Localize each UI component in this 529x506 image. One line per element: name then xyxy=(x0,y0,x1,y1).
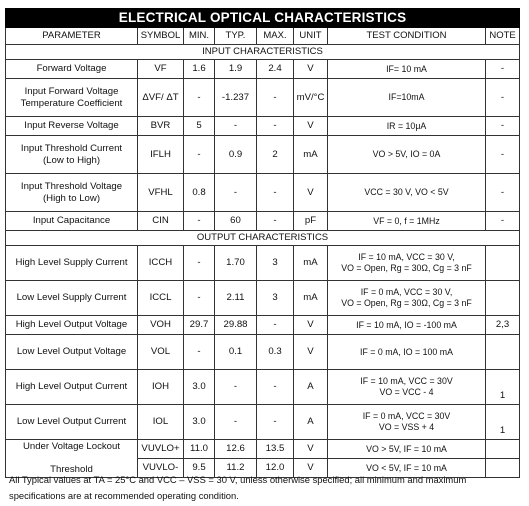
min-cell: - xyxy=(184,212,215,231)
unit-cell: mA xyxy=(294,136,328,174)
col-header-typ: TYP. xyxy=(215,28,257,45)
typ-cell: - xyxy=(215,370,257,405)
condition-cell xyxy=(328,316,486,335)
param-cell xyxy=(6,281,138,316)
condition-cell xyxy=(328,60,486,79)
min-cell: 5 xyxy=(184,117,215,136)
min-cell: - xyxy=(184,136,215,174)
condition-cell-line: IF = 0 mA, VCC = 30V xyxy=(362,411,451,422)
column-header-row xyxy=(6,28,520,45)
condition-cell-line: IF = 0 mA, VCC = 30 V, xyxy=(360,287,453,298)
param-cell xyxy=(6,335,138,370)
note-cell: - xyxy=(486,136,520,174)
condition-cell: VO < 5V, IF = 10 mA xyxy=(328,459,486,478)
col-header-symbol: SYMBOL xyxy=(138,28,184,45)
typ-cell: -1.237 xyxy=(215,79,257,117)
min-cell: 11.0 xyxy=(184,440,215,459)
unit-cell: pF xyxy=(294,212,328,231)
max-cell: - xyxy=(257,370,294,405)
max-cell: 13.5 xyxy=(257,440,294,459)
symbol-cell: ICCH xyxy=(138,246,184,281)
typ-cell: - xyxy=(215,174,257,212)
note-cell xyxy=(486,281,520,316)
symbol-cell: ICCL xyxy=(138,281,184,316)
param-text-uvlo-line1: Under Voltage Lockout xyxy=(22,440,121,452)
note-cell: - xyxy=(486,79,520,117)
symbol-cell: IOH xyxy=(138,370,184,405)
param-cell-line: Forward Voltage xyxy=(36,63,107,74)
max-cell: - xyxy=(257,212,294,231)
max-cell: 0.3 xyxy=(257,335,294,370)
condition-cell: VO > 5V, IF = 10 mA xyxy=(328,440,486,459)
max-cell: - xyxy=(257,117,294,136)
typ-cell: - xyxy=(215,117,257,136)
table-row xyxy=(6,79,520,117)
max-cell: 12.0 xyxy=(257,459,294,478)
table-title-row xyxy=(6,9,520,28)
min-cell: - xyxy=(184,281,215,316)
note-cell xyxy=(486,335,520,370)
condition-cell-line: VCC = 30 V, VO < 5V xyxy=(364,187,449,197)
typ-cell: 12.6 xyxy=(215,440,257,459)
footer-note: All Typical values at TA = 25°C and VCC – VSS = 30 V, unless otherwise specified; all minimum and maximum specifications are at recommended operating condition. xyxy=(9,474,467,501)
condition-cell-line: VO = Open, Rg = 30Ω, Cg = 3 nF xyxy=(341,298,472,308)
section-row-output xyxy=(6,231,520,246)
condition-cell xyxy=(328,370,486,405)
min-cell: - xyxy=(184,246,215,281)
symbol-cell: VUVLO- xyxy=(138,459,184,478)
condition-cell xyxy=(328,174,486,212)
condition-cell xyxy=(328,405,486,440)
max-cell: 2.4 xyxy=(257,60,294,79)
note-cell: - xyxy=(486,60,520,79)
param-cell xyxy=(6,316,138,335)
note-cell xyxy=(486,440,520,459)
table-row xyxy=(6,405,520,440)
condition-cell-line: VF = 0, f = 1MHz xyxy=(373,215,440,226)
unit-cell: A xyxy=(294,370,328,405)
min-cell: 9.5 xyxy=(184,459,215,478)
note-cell xyxy=(486,246,520,281)
typ-cell: 0.1 xyxy=(215,335,257,370)
characteristics-table-container xyxy=(5,8,519,478)
typ-cell: 1.9 xyxy=(215,60,257,79)
condition-cell-line: IF = 10 mA, VCC = 30V xyxy=(360,376,453,387)
param-cell xyxy=(6,246,138,281)
table-row xyxy=(6,246,520,281)
param-cell xyxy=(6,117,138,136)
param-cell-line: Low Level Output Current xyxy=(16,416,127,427)
symbol-cell: VFHL xyxy=(138,174,184,212)
condition-cell-line: IR = 10μA xyxy=(386,120,427,131)
symbol-cell: IFLH xyxy=(138,136,184,174)
max-cell: 3 xyxy=(257,281,294,316)
symbol-cell: VUVLO+ xyxy=(138,440,184,459)
param-cell-line: Input Reverse Voltage xyxy=(24,120,119,131)
param-cell-line: (High to Low) xyxy=(42,192,101,204)
condition-cell-line: IF = 10 mA, VCC = 30 V, xyxy=(358,252,455,263)
table-row xyxy=(6,370,520,405)
param-cell-line: Input Threshold Current xyxy=(20,142,123,154)
param-cell-line: Input Threshold Voltage xyxy=(20,180,123,192)
max-cell: - xyxy=(257,79,294,117)
typ-cell: 60 xyxy=(215,212,257,231)
table-title: ELECTRICAL OPTICAL CHARACTERISTICS xyxy=(6,9,520,28)
note-cell: 1 xyxy=(486,405,520,440)
param-cell-line: High Level Output Voltage xyxy=(15,319,128,330)
note-cell: - xyxy=(486,174,520,212)
condition-cell-line: VO = Open, Rg = 30Ω, Cg = 3 nF xyxy=(341,263,472,273)
typ-cell: 29.88 xyxy=(215,316,257,335)
min-cell: 3.0 xyxy=(184,370,215,405)
condition-cell-line: IF= 10 mA xyxy=(386,63,427,74)
section-row-input xyxy=(6,45,520,60)
col-header-parameter: PARAMETER xyxy=(6,28,138,45)
unit-cell: V xyxy=(294,459,328,478)
condition-cell-line: VO > 5V, IO = 0A xyxy=(372,149,441,159)
table-row xyxy=(6,316,520,335)
param-cell-line: Input Capacitance xyxy=(32,215,111,226)
col-header-test-condition: TEST CONDITION xyxy=(328,28,486,45)
col-header-min: MIN. xyxy=(184,28,215,45)
condition-cell xyxy=(328,136,486,174)
param-cell xyxy=(6,212,138,231)
symbol-cell: BVR xyxy=(138,117,184,136)
table-row xyxy=(6,117,520,136)
table-row xyxy=(6,174,520,212)
param-cell-line: Temperature Coefficient xyxy=(20,97,123,109)
unit-cell: V xyxy=(294,174,328,212)
condition-cell xyxy=(328,117,486,136)
min-cell: - xyxy=(184,335,215,370)
param-cell xyxy=(6,174,138,212)
condition-cell xyxy=(328,246,486,281)
unit-cell: V xyxy=(294,316,328,335)
col-header-note: NOTE xyxy=(486,28,520,45)
condition-cell-line: IF = 0 mA, IO = 100 mA xyxy=(360,346,453,357)
condition-cell-line: IF = 10 mA, IO = -100 mA xyxy=(356,319,457,330)
symbol-cell: ΔVF/ ΔT xyxy=(138,79,184,117)
condition-cell-line: VO = VCC - 4 xyxy=(379,387,434,397)
symbol-cell: VOL xyxy=(138,335,184,370)
condition-cell-line: IF=10mA xyxy=(388,92,425,102)
col-header-max: MAX. xyxy=(257,28,294,45)
unit-cell: V xyxy=(294,335,328,370)
param-cell-line: (Low to High) xyxy=(42,154,101,166)
param-cell xyxy=(6,60,138,79)
max-cell: 2 xyxy=(257,136,294,174)
condition-cell xyxy=(328,281,486,316)
condition-cell-line: VO = VSS + 4 xyxy=(378,422,435,432)
max-cell: 3 xyxy=(257,246,294,281)
max-cell: - xyxy=(257,174,294,212)
symbol-cell: VOH xyxy=(138,316,184,335)
param-text-uvlo-line2: Threshold xyxy=(50,464,93,476)
symbol-cell: IOL xyxy=(138,405,184,440)
condition-cell xyxy=(328,79,486,117)
note-cell: 2,3 xyxy=(486,316,520,335)
unit-cell: mV/°C xyxy=(294,79,328,117)
note-cell: - xyxy=(486,117,520,136)
max-cell: - xyxy=(257,405,294,440)
table-row xyxy=(6,281,520,316)
param-cell xyxy=(6,136,138,174)
param-cell-line: Low Level Output Voltage xyxy=(16,346,127,357)
note-cell: - xyxy=(486,212,520,231)
param-cell xyxy=(6,79,138,117)
typ-cell: 11.2 xyxy=(215,459,257,478)
symbol-cell: VF xyxy=(138,60,184,79)
typ-cell: 2.11 xyxy=(215,281,257,316)
typ-cell: 1.70 xyxy=(215,246,257,281)
condition-cell xyxy=(328,212,486,231)
table-row xyxy=(6,60,520,79)
param-cell-line: High Level Supply Current xyxy=(15,257,128,268)
unit-cell: A xyxy=(294,405,328,440)
max-cell: - xyxy=(257,316,294,335)
min-cell: 0.8 xyxy=(184,174,215,212)
min-cell: 1.6 xyxy=(184,60,215,79)
col-header-unit: UNIT xyxy=(294,28,328,45)
unit-cell: V xyxy=(294,117,328,136)
param-cell-line: High Level Output Current xyxy=(15,381,128,392)
param-cell xyxy=(6,405,138,440)
note-cell: 1 xyxy=(486,370,520,405)
section-label-output: OUTPUT CHARACTERISTICS xyxy=(6,231,520,246)
unit-cell: V xyxy=(294,60,328,79)
table-row xyxy=(6,136,520,174)
table-row xyxy=(6,212,520,231)
section-label-input: INPUT CHARACTERISTICS xyxy=(6,45,520,60)
param-cell xyxy=(6,370,138,405)
condition-cell xyxy=(328,335,486,370)
min-cell: 3.0 xyxy=(184,405,215,440)
typ-cell: - xyxy=(215,405,257,440)
characteristics-table xyxy=(5,8,520,478)
param-cell-line: Low Level Supply Current xyxy=(16,292,127,303)
symbol-cell: CIN xyxy=(138,212,184,231)
typ-cell: 0.9 xyxy=(215,136,257,174)
table-row xyxy=(6,335,520,370)
unit-cell: mA xyxy=(294,281,328,316)
min-cell: 29.7 xyxy=(184,316,215,335)
unit-cell: mA xyxy=(294,246,328,281)
table-row-uvlo-plus xyxy=(6,440,520,459)
param-cell-line: Input Forward Voltage xyxy=(24,85,119,97)
unit-cell: V xyxy=(294,440,328,459)
min-cell: - xyxy=(184,79,215,117)
